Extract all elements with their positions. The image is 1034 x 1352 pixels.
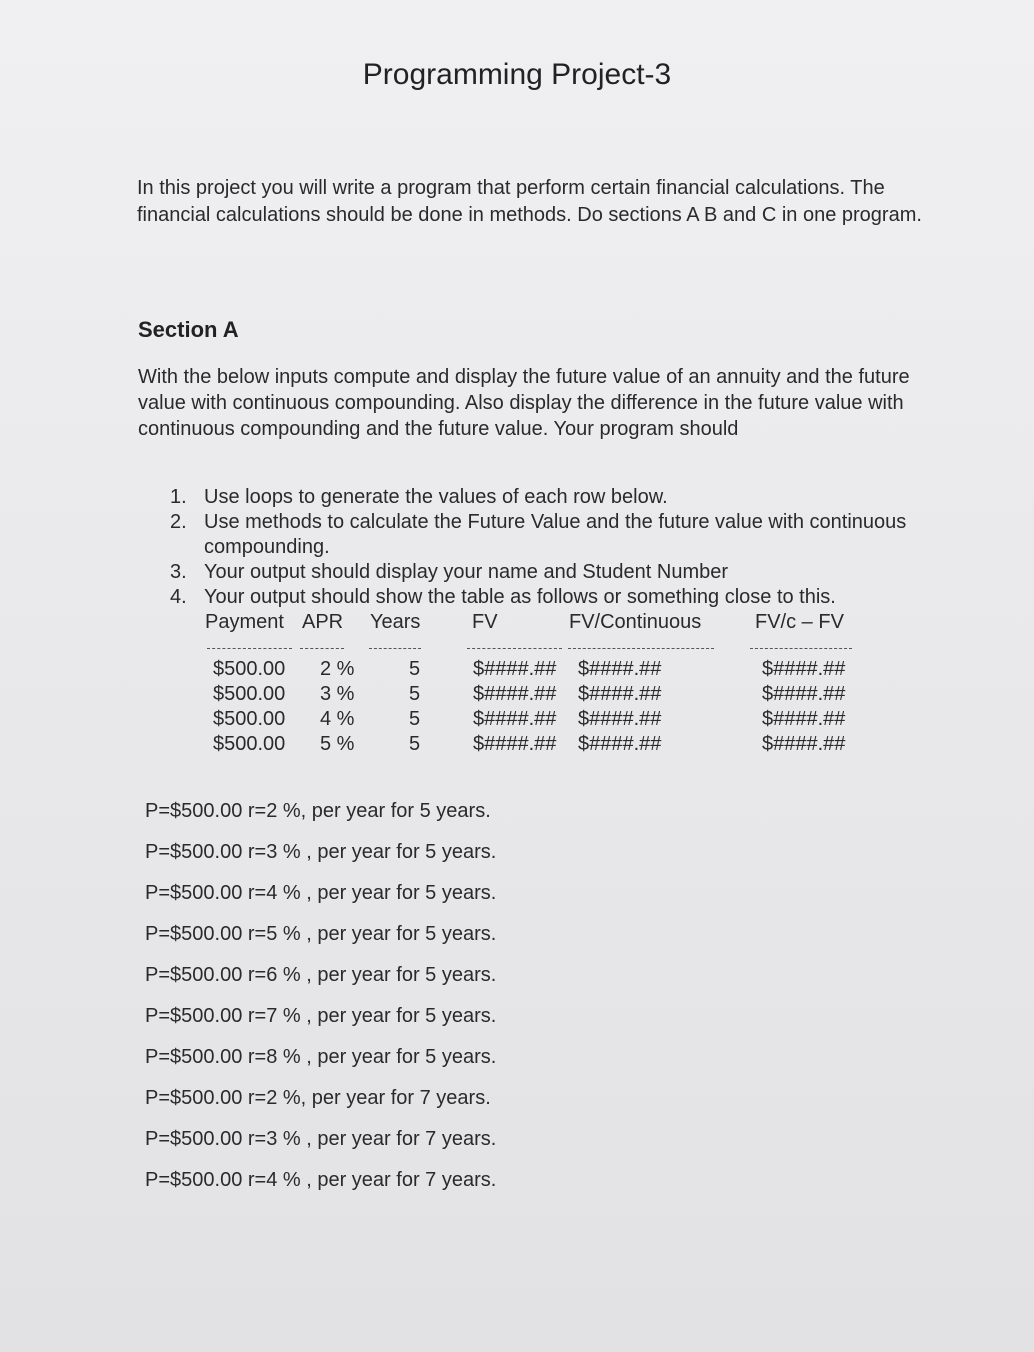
- cell-apr: 3 %: [320, 683, 355, 705]
- cell-payment: $500.00: [213, 658, 286, 680]
- input-line: P=$500.00 r=2 %, per year for 5 years.: [145, 800, 491, 822]
- input-line: P=$500.00 r=2 %, per year for 7 years.: [145, 1087, 491, 1109]
- page-title: Programming Project-3: [362, 58, 672, 91]
- header-fv-continuous: FV/Continuous: [569, 611, 702, 633]
- table-row: [205, 708, 865, 733]
- cell-years: 5: [409, 683, 421, 705]
- cell-fv-continuous: $####.##: [578, 683, 662, 705]
- cell-years: 5: [409, 733, 421, 755]
- list-number: 2.: [170, 511, 187, 533]
- table-divider: [207, 648, 292, 649]
- intro-paragraph: In this project you will write a program that perform certain financial calculations. The financial calculations should be done in methods. Do sections A B and C in one program.: [137, 177, 922, 226]
- table-divider: [750, 648, 852, 649]
- header-apr: APR: [302, 611, 344, 633]
- input-line: P=$500.00 r=4 % , per year for 7 years.: [145, 1169, 497, 1191]
- cell-fv: $####.##: [473, 683, 557, 705]
- input-line: P=$500.00 r=7 % , per year for 5 years.: [145, 1005, 497, 1027]
- cell-apr: 4 %: [320, 708, 355, 730]
- section-a-heading: Section A: [138, 317, 239, 342]
- table-divider: [300, 648, 344, 649]
- cell-years: 5: [409, 658, 421, 680]
- input-line: P=$500.00 r=5 % , per year for 5 years.: [145, 923, 497, 945]
- cell-fv-continuous: $####.##: [578, 658, 662, 680]
- cell-fv-difference: $####.##: [762, 683, 846, 705]
- cell-fv: $####.##: [473, 733, 557, 755]
- list-item: [170, 585, 910, 610]
- requirements-list: [170, 485, 910, 610]
- list-text: Use loops to generate the values of each row below.: [204, 486, 668, 508]
- cell-apr: 5 %: [320, 733, 355, 755]
- input-line: P=$500.00 r=3 % , per year for 7 years.: [145, 1128, 497, 1150]
- input-line: P=$500.00 r=3 % , per year for 5 years.: [145, 841, 497, 863]
- cell-fv-continuous: $####.##: [578, 708, 662, 730]
- cell-apr: 2 %: [320, 658, 355, 680]
- cell-fv: $####.##: [473, 658, 557, 680]
- list-text: Your output should show the table as follows or something close to this.: [204, 586, 836, 608]
- input-list: [145, 798, 845, 1208]
- header-fv-difference: FV/c – FV: [755, 611, 844, 633]
- table-row: [205, 733, 865, 758]
- list-text: Use methods to calculate the Future Value and the future value with continuous compounding.: [204, 511, 907, 558]
- list-item: [170, 510, 910, 560]
- cell-fv-continuous: $####.##: [578, 733, 662, 755]
- cell-fv-difference: $####.##: [762, 658, 846, 680]
- list-number: 3.: [170, 561, 187, 583]
- header-years: Years: [370, 611, 421, 633]
- table-divider: [568, 648, 714, 649]
- table-divider: [467, 648, 562, 649]
- cell-payment: $500.00: [213, 683, 286, 705]
- cell-fv-difference: $####.##: [762, 708, 846, 730]
- table-divider: [369, 648, 421, 649]
- list-text: Your output should display your name and Student Number: [204, 561, 729, 583]
- input-line: P=$500.00 r=8 % , per year for 5 years.: [145, 1046, 497, 1068]
- cell-years: 5: [409, 708, 421, 730]
- cell-payment: $500.00: [213, 708, 286, 730]
- header-fv: FV: [472, 611, 498, 633]
- list-number: 1.: [170, 486, 187, 508]
- cell-fv: $####.##: [473, 708, 557, 730]
- input-line: P=$500.00 r=6 % , per year for 5 years.: [145, 964, 497, 986]
- list-item: [170, 560, 910, 585]
- header-payment: Payment: [205, 611, 284, 633]
- cell-payment: $500.00: [213, 733, 286, 755]
- list-number: 4.: [170, 586, 187, 608]
- table-row: [205, 683, 865, 708]
- list-item: [170, 485, 910, 510]
- input-line: P=$500.00 r=4 % , per year for 5 years.: [145, 882, 497, 904]
- cell-fv-difference: $####.##: [762, 733, 846, 755]
- table-row: [205, 658, 865, 683]
- section-a-paragraph: With the below inputs compute and display the future value of an annuity and the future value with continuous compounding. Also display the difference in the future value with continuous compounding and the future value. Your program should: [138, 366, 910, 440]
- table-header: [205, 611, 865, 637]
